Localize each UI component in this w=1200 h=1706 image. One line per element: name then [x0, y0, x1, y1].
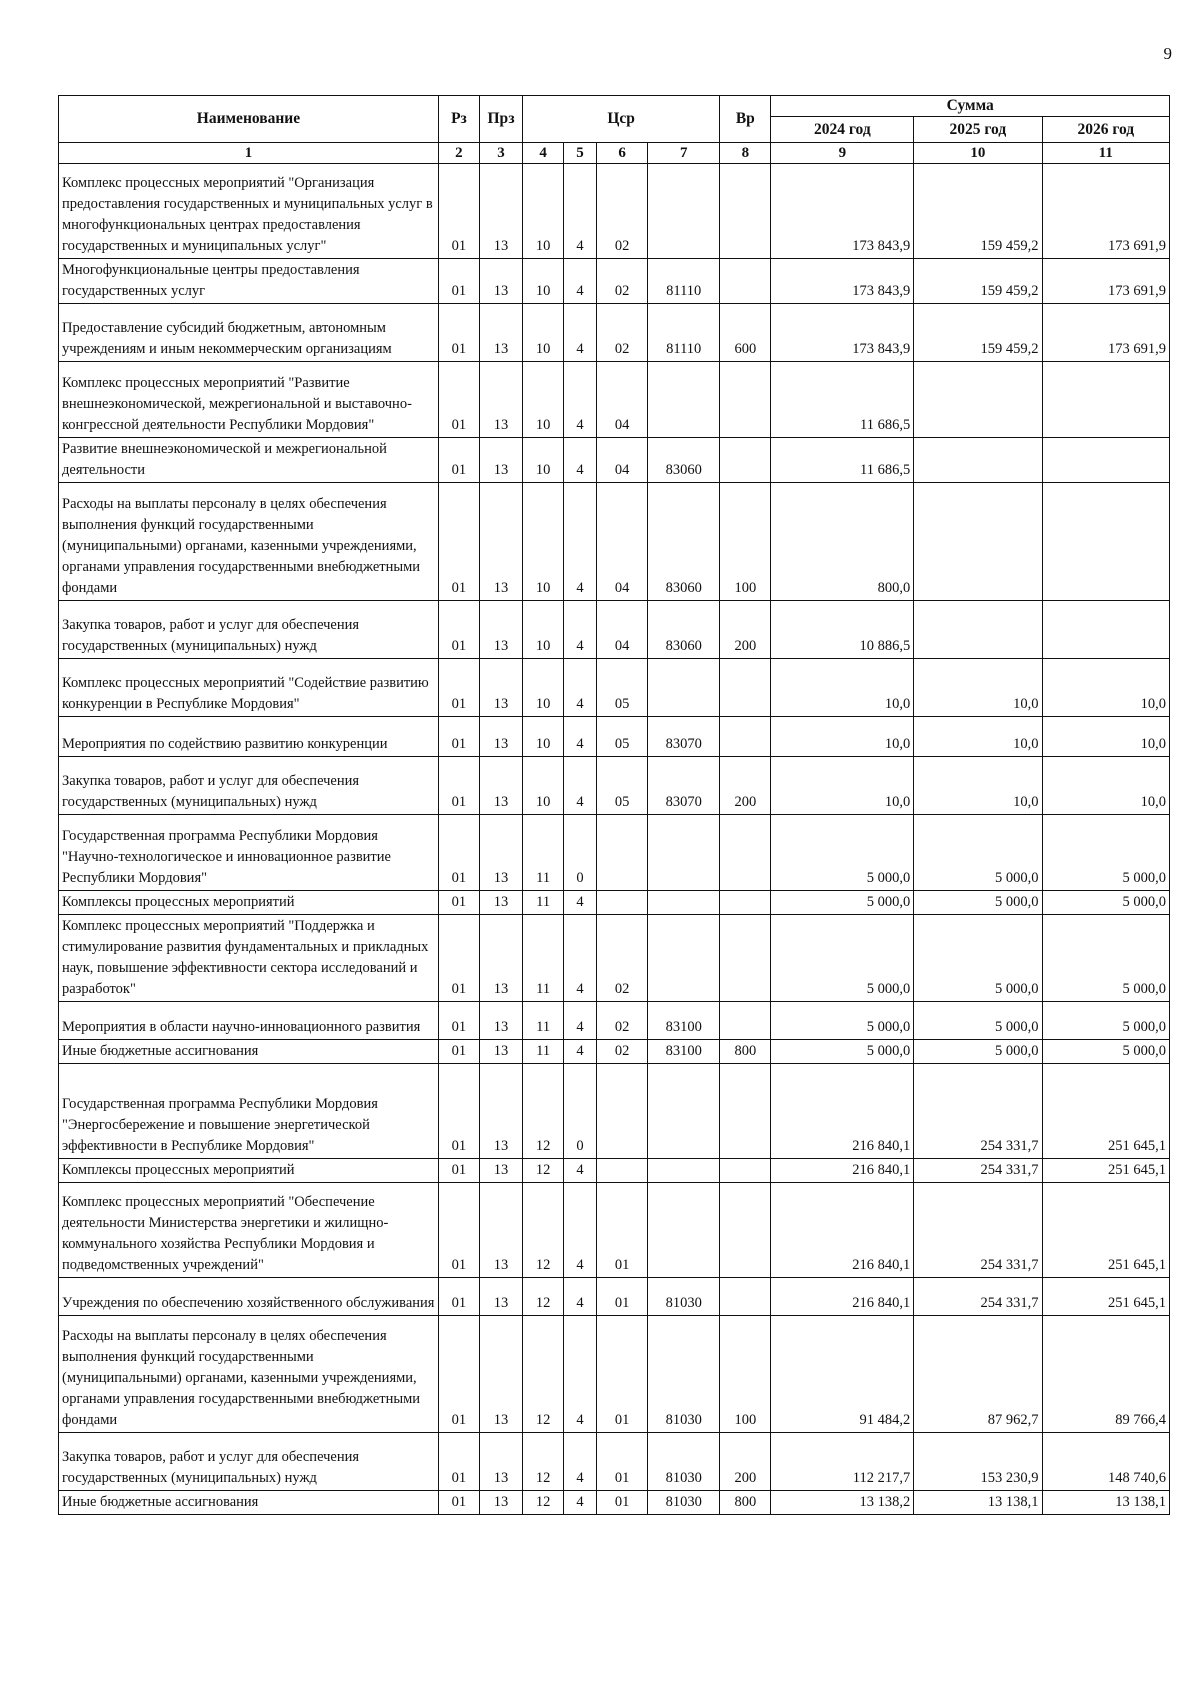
cell-prz: 13	[479, 1433, 522, 1491]
cell-c5: 4	[564, 1491, 597, 1515]
cell-prz: 13	[479, 362, 522, 438]
cell-rz: 01	[438, 259, 479, 304]
cell-vr	[720, 1183, 771, 1278]
cell-c7	[648, 1183, 720, 1278]
table-row	[59, 1183, 1170, 1278]
cell-s2025: 5 000,0	[914, 891, 1042, 915]
cell-c7: 81110	[648, 304, 720, 362]
cell-s2026: 5 000,0	[1042, 915, 1169, 1002]
cell-s2026	[1042, 362, 1169, 438]
table-row	[59, 1433, 1170, 1491]
cell-s2025: 13 138,1	[914, 1491, 1042, 1515]
cell-c6: 01	[596, 1183, 647, 1278]
cell-s2025: 159 459,2	[914, 259, 1042, 304]
cell-c6: 04	[596, 483, 647, 601]
cell-name: Закупка товаров, работ и услуг для обеспечения государственных (муниципальных) нужд	[59, 601, 439, 659]
cell-s2024: 10,0	[771, 757, 914, 815]
cell-name: Государственная программа Республики Мордовия "Научно-технологическое и инновационное развитие Республики Мордовия"	[59, 815, 439, 891]
cell-vr: 100	[720, 483, 771, 601]
cell-c6: 02	[596, 1002, 647, 1040]
cell-c7	[648, 1064, 720, 1159]
cell-s2026: 251 645,1	[1042, 1159, 1169, 1183]
cell-c6	[596, 1159, 647, 1183]
cell-c6: 04	[596, 362, 647, 438]
cell-s2024: 10,0	[771, 659, 914, 717]
cell-s2026: 13 138,1	[1042, 1491, 1169, 1515]
table-row	[59, 601, 1170, 659]
cell-vr: 100	[720, 1316, 771, 1433]
cell-c7	[648, 164, 720, 259]
cell-s2026: 5 000,0	[1042, 1002, 1169, 1040]
cell-s2025: 10,0	[914, 717, 1042, 757]
cell-rz: 01	[438, 1183, 479, 1278]
cell-c4: 12	[523, 1183, 564, 1278]
cell-rz: 01	[438, 717, 479, 757]
cell-name: Развитие внешнеэкономической и межрегиональной деятельности	[59, 438, 439, 483]
cell-c5: 4	[564, 483, 597, 601]
cell-s2025: 153 230,9	[914, 1433, 1042, 1491]
cell-prz: 13	[479, 1064, 522, 1159]
cell-c6: 02	[596, 304, 647, 362]
cell-c4: 12	[523, 1064, 564, 1159]
cell-name: Расходы на выплаты персоналу в целях обеспечения выполнения функций государственными (муниципальными) органами, казенными учреждениями, органами управления государственными внебюджетными фондами	[59, 1316, 439, 1433]
table-row	[59, 717, 1170, 757]
cell-name: Учреждения по обеспечению хозяйственного обслуживания	[59, 1278, 439, 1316]
cell-prz: 13	[479, 1278, 522, 1316]
cell-prz: 13	[479, 1002, 522, 1040]
cell-rz: 01	[438, 164, 479, 259]
cell-prz: 13	[479, 717, 522, 757]
cell-c6: 05	[596, 717, 647, 757]
cell-c5: 4	[564, 659, 597, 717]
table-row	[59, 164, 1170, 259]
table-header	[59, 96, 1170, 164]
cell-s2025: 254 331,7	[914, 1064, 1042, 1159]
cell-s2025: 5 000,0	[914, 1002, 1042, 1040]
cell-s2024: 173 843,9	[771, 304, 914, 362]
cell-c4: 11	[523, 915, 564, 1002]
cell-vr: 600	[720, 304, 771, 362]
table-row	[59, 1040, 1170, 1064]
cell-c7: 81110	[648, 259, 720, 304]
cell-prz: 13	[479, 1316, 522, 1433]
cell-name: Мероприятия в области научно-инновационного развития	[59, 1002, 439, 1040]
cell-prz: 13	[479, 1183, 522, 1278]
cell-name: Иные бюджетные ассигнования	[59, 1040, 439, 1064]
header-rz: Рз	[438, 96, 479, 143]
cell-c7: 81030	[648, 1491, 720, 1515]
table-row	[59, 1002, 1170, 1040]
cell-c7	[648, 815, 720, 891]
cell-c4: 11	[523, 815, 564, 891]
cell-prz: 13	[479, 164, 522, 259]
cell-c7: 83060	[648, 483, 720, 601]
cell-prz: 13	[479, 304, 522, 362]
cell-s2026: 5 000,0	[1042, 815, 1169, 891]
cell-s2024: 10,0	[771, 717, 914, 757]
table-row	[59, 304, 1170, 362]
cell-s2026	[1042, 438, 1169, 483]
cell-s2025: 254 331,7	[914, 1183, 1042, 1278]
cell-s2024: 173 843,9	[771, 164, 914, 259]
cell-c5: 4	[564, 1433, 597, 1491]
column-numbers-row	[59, 143, 1170, 164]
cell-name: Комплекс процессных мероприятий "Содействие развитию конкуренции в Республике Мордовия"	[59, 659, 439, 717]
cell-c7: 83060	[648, 438, 720, 483]
cell-c5: 4	[564, 1278, 597, 1316]
cell-c6	[596, 1064, 647, 1159]
cell-vr	[720, 915, 771, 1002]
cell-s2024: 11 686,5	[771, 362, 914, 438]
header-csr: Цср	[523, 96, 720, 143]
cell-c5: 4	[564, 1040, 597, 1064]
cell-c4: 10	[523, 164, 564, 259]
header-year-2026: 2026 год	[1042, 117, 1169, 143]
cell-c5: 4	[564, 164, 597, 259]
cell-name: Мероприятия по содействию развитию конкуренции	[59, 717, 439, 757]
cell-rz: 01	[438, 1002, 479, 1040]
cell-s2024: 5 000,0	[771, 891, 914, 915]
cell-rz: 01	[438, 815, 479, 891]
cell-s2026	[1042, 483, 1169, 601]
cell-c7: 83060	[648, 601, 720, 659]
column-number: 3	[479, 143, 522, 164]
cell-s2024: 5 000,0	[771, 1040, 914, 1064]
cell-s2025	[914, 362, 1042, 438]
column-number: 7	[648, 143, 720, 164]
cell-s2026: 10,0	[1042, 717, 1169, 757]
cell-c5: 4	[564, 1002, 597, 1040]
cell-name: Иные бюджетные ассигнования	[59, 1491, 439, 1515]
column-number: 11	[1042, 143, 1169, 164]
cell-c4: 12	[523, 1316, 564, 1433]
cell-rz: 01	[438, 1433, 479, 1491]
cell-c5: 4	[564, 362, 597, 438]
cell-prz: 13	[479, 815, 522, 891]
cell-c7	[648, 1159, 720, 1183]
cell-s2025: 5 000,0	[914, 915, 1042, 1002]
cell-c7	[648, 891, 720, 915]
cell-s2024: 13 138,2	[771, 1491, 914, 1515]
cell-rz: 01	[438, 1064, 479, 1159]
cell-name: Комплекс процессных мероприятий "Обеспечение деятельности Министерства энергетики и жилищно-коммунального хозяйства Республики Мордовия и подведомственных учреждений"	[59, 1183, 439, 1278]
cell-vr	[720, 259, 771, 304]
header-vr: Вр	[720, 96, 771, 143]
table-row	[59, 1491, 1170, 1515]
cell-rz: 01	[438, 1278, 479, 1316]
cell-name: Комплекс процессных мероприятий "Организация предоставления государственных и муниципальных услуг в многофункциональных центрах предоставления государственных и муниципальных услуг"	[59, 164, 439, 259]
cell-s2026: 10,0	[1042, 757, 1169, 815]
table-row	[59, 1159, 1170, 1183]
cell-c7: 83100	[648, 1002, 720, 1040]
cell-vr	[720, 362, 771, 438]
cell-c6	[596, 891, 647, 915]
cell-c6: 02	[596, 259, 647, 304]
table-body	[59, 164, 1170, 1515]
cell-c5: 4	[564, 891, 597, 915]
cell-rz: 01	[438, 1159, 479, 1183]
cell-c5: 4	[564, 757, 597, 815]
table-row	[59, 757, 1170, 815]
cell-s2025: 254 331,7	[914, 1278, 1042, 1316]
cell-s2026: 5 000,0	[1042, 891, 1169, 915]
cell-s2025	[914, 601, 1042, 659]
cell-c5: 4	[564, 717, 597, 757]
table-row	[59, 891, 1170, 915]
cell-c7: 81030	[648, 1316, 720, 1433]
page-number: 9	[1163, 44, 1172, 63]
cell-c7	[648, 659, 720, 717]
cell-c4: 10	[523, 438, 564, 483]
cell-c4: 10	[523, 717, 564, 757]
cell-s2024: 5 000,0	[771, 1002, 914, 1040]
header-prz: Прз	[479, 96, 522, 143]
cell-c6: 02	[596, 915, 647, 1002]
cell-s2024: 216 840,1	[771, 1159, 914, 1183]
cell-c6: 01	[596, 1278, 647, 1316]
budget-table	[58, 95, 1170, 1515]
cell-name: Комплекс процессных мероприятий "Поддержка и стимулирование развития фундаментальных и прикладных наук, повышение эффективности сектора исследований и разработок"	[59, 915, 439, 1002]
cell-rz: 01	[438, 601, 479, 659]
cell-prz: 13	[479, 483, 522, 601]
cell-c4: 11	[523, 891, 564, 915]
cell-rz: 01	[438, 891, 479, 915]
cell-c7: 81030	[648, 1433, 720, 1491]
cell-s2025: 87 962,7	[914, 1316, 1042, 1433]
cell-c5: 0	[564, 1064, 597, 1159]
header-year-2025: 2025 год	[914, 117, 1042, 143]
cell-rz: 01	[438, 438, 479, 483]
cell-c4: 10	[523, 601, 564, 659]
cell-prz: 13	[479, 1040, 522, 1064]
cell-vr	[720, 1159, 771, 1183]
column-number: 10	[914, 143, 1042, 164]
table-row	[59, 362, 1170, 438]
cell-vr	[720, 1002, 771, 1040]
cell-rz: 01	[438, 1040, 479, 1064]
cell-vr	[720, 815, 771, 891]
cell-rz: 01	[438, 659, 479, 717]
cell-vr: 200	[720, 757, 771, 815]
cell-s2025: 159 459,2	[914, 304, 1042, 362]
cell-prz: 13	[479, 438, 522, 483]
cell-c4: 12	[523, 1278, 564, 1316]
cell-c4: 10	[523, 362, 564, 438]
cell-name: Государственная программа Республики Мордовия "Энергосбережение и повышение энергетической эффективности в Республике Мордовия"	[59, 1064, 439, 1159]
cell-vr	[720, 717, 771, 757]
table-row	[59, 438, 1170, 483]
cell-s2025: 254 331,7	[914, 1159, 1042, 1183]
cell-c4: 10	[523, 304, 564, 362]
cell-rz: 01	[438, 483, 479, 601]
cell-s2026: 173 691,9	[1042, 259, 1169, 304]
header-year-2024: 2024 год	[771, 117, 914, 143]
cell-vr	[720, 659, 771, 717]
cell-name: Комплексы процессных мероприятий	[59, 1159, 439, 1183]
cell-c4: 12	[523, 1491, 564, 1515]
cell-c7: 83070	[648, 757, 720, 815]
cell-prz: 13	[479, 259, 522, 304]
cell-c6: 01	[596, 1491, 647, 1515]
cell-name: Многофункциональные центры предоставления государственных услуг	[59, 259, 439, 304]
table-row	[59, 1316, 1170, 1433]
column-number: 2	[438, 143, 479, 164]
cell-name: Комплексы процессных мероприятий	[59, 891, 439, 915]
cell-c7: 83070	[648, 717, 720, 757]
column-number: 9	[771, 143, 914, 164]
cell-rz: 01	[438, 757, 479, 815]
cell-s2026: 173 691,9	[1042, 304, 1169, 362]
cell-s2025: 10,0	[914, 757, 1042, 815]
table-row	[59, 483, 1170, 601]
table-row	[59, 915, 1170, 1002]
cell-rz: 01	[438, 1491, 479, 1515]
cell-rz: 01	[438, 362, 479, 438]
cell-c5: 0	[564, 815, 597, 891]
cell-c6: 05	[596, 659, 647, 717]
cell-s2026: 5 000,0	[1042, 1040, 1169, 1064]
cell-s2024: 5 000,0	[771, 915, 914, 1002]
cell-s2024: 216 840,1	[771, 1278, 914, 1316]
cell-s2024: 10 886,5	[771, 601, 914, 659]
cell-c6: 01	[596, 1316, 647, 1433]
cell-vr: 200	[720, 601, 771, 659]
cell-name: Расходы на выплаты персоналу в целях обеспечения выполнения функций государственными (муниципальными) органами, казенными учреждениями, органами управления государственными внебюджетными фондами	[59, 483, 439, 601]
cell-vr: 800	[720, 1491, 771, 1515]
cell-c5: 4	[564, 259, 597, 304]
cell-c6: 02	[596, 164, 647, 259]
column-number: 5	[564, 143, 597, 164]
cell-c6: 04	[596, 601, 647, 659]
cell-s2025: 10,0	[914, 659, 1042, 717]
cell-vr	[720, 1064, 771, 1159]
cell-rz: 01	[438, 1316, 479, 1433]
cell-s2024: 800,0	[771, 483, 914, 601]
cell-c5: 4	[564, 1316, 597, 1433]
cell-s2026: 251 645,1	[1042, 1064, 1169, 1159]
cell-s2026: 148 740,6	[1042, 1433, 1169, 1491]
cell-c7: 81030	[648, 1278, 720, 1316]
column-number: 8	[720, 143, 771, 164]
cell-s2025	[914, 483, 1042, 601]
cell-s2024: 91 484,2	[771, 1316, 914, 1433]
cell-c7	[648, 362, 720, 438]
cell-s2026: 89 766,4	[1042, 1316, 1169, 1433]
column-number: 1	[59, 143, 439, 164]
cell-s2025: 5 000,0	[914, 815, 1042, 891]
cell-name: Комплекс процессных мероприятий "Развитие внешнеэкономической, межрегиональной и выставочно-конгрессной деятельности Республики Мордовия"	[59, 362, 439, 438]
cell-s2024: 112 217,7	[771, 1433, 914, 1491]
cell-c5: 4	[564, 1183, 597, 1278]
cell-prz: 13	[479, 1159, 522, 1183]
cell-s2025	[914, 438, 1042, 483]
cell-c7: 83100	[648, 1040, 720, 1064]
cell-prz: 13	[479, 1491, 522, 1515]
header-name: Наименование	[59, 96, 439, 143]
cell-s2026	[1042, 601, 1169, 659]
cell-s2024: 5 000,0	[771, 815, 914, 891]
cell-c5: 4	[564, 304, 597, 362]
cell-c4: 10	[523, 483, 564, 601]
cell-vr	[720, 1278, 771, 1316]
cell-c5: 4	[564, 1159, 597, 1183]
cell-vr	[720, 164, 771, 259]
cell-c6: 01	[596, 1433, 647, 1491]
cell-prz: 13	[479, 659, 522, 717]
column-number: 6	[596, 143, 647, 164]
table-row	[59, 1278, 1170, 1316]
cell-c5: 4	[564, 915, 597, 1002]
cell-s2026: 173 691,9	[1042, 164, 1169, 259]
cell-c4: 12	[523, 1159, 564, 1183]
cell-c7	[648, 915, 720, 1002]
cell-s2024: 216 840,1	[771, 1183, 914, 1278]
cell-s2026: 251 645,1	[1042, 1183, 1169, 1278]
cell-vr: 200	[720, 1433, 771, 1491]
cell-name: Закупка товаров, работ и услуг для обеспечения государственных (муниципальных) нужд	[59, 757, 439, 815]
cell-s2024: 173 843,9	[771, 259, 914, 304]
cell-prz: 13	[479, 891, 522, 915]
cell-s2024: 216 840,1	[771, 1064, 914, 1159]
cell-s2025: 159 459,2	[914, 164, 1042, 259]
cell-prz: 13	[479, 915, 522, 1002]
cell-c4: 11	[523, 1040, 564, 1064]
cell-s2024: 11 686,5	[771, 438, 914, 483]
cell-c4: 10	[523, 259, 564, 304]
column-number: 4	[523, 143, 564, 164]
cell-c6: 05	[596, 757, 647, 815]
cell-prz: 13	[479, 757, 522, 815]
cell-vr	[720, 438, 771, 483]
cell-s2025: 5 000,0	[914, 1040, 1042, 1064]
cell-c5: 4	[564, 438, 597, 483]
cell-rz: 01	[438, 915, 479, 1002]
table-row	[59, 815, 1170, 891]
cell-rz: 01	[438, 304, 479, 362]
cell-c4: 11	[523, 1002, 564, 1040]
cell-s2026: 10,0	[1042, 659, 1169, 717]
cell-c6	[596, 815, 647, 891]
cell-vr: 800	[720, 1040, 771, 1064]
table-row	[59, 659, 1170, 717]
cell-s2026: 251 645,1	[1042, 1278, 1169, 1316]
cell-c6: 02	[596, 1040, 647, 1064]
cell-name: Закупка товаров, работ и услуг для обеспечения государственных (муниципальных) нужд	[59, 1433, 439, 1491]
table-row	[59, 1064, 1170, 1159]
cell-c6: 04	[596, 438, 647, 483]
cell-c4: 10	[523, 757, 564, 815]
table-row	[59, 259, 1170, 304]
cell-prz: 13	[479, 601, 522, 659]
cell-c4: 10	[523, 659, 564, 717]
cell-vr	[720, 891, 771, 915]
cell-c5: 4	[564, 601, 597, 659]
header-sum: Сумма	[771, 96, 1170, 117]
cell-c4: 12	[523, 1433, 564, 1491]
cell-name: Предоставление субсидий бюджетным, автономным учреждениям и иным некоммерческим организациям	[59, 304, 439, 362]
